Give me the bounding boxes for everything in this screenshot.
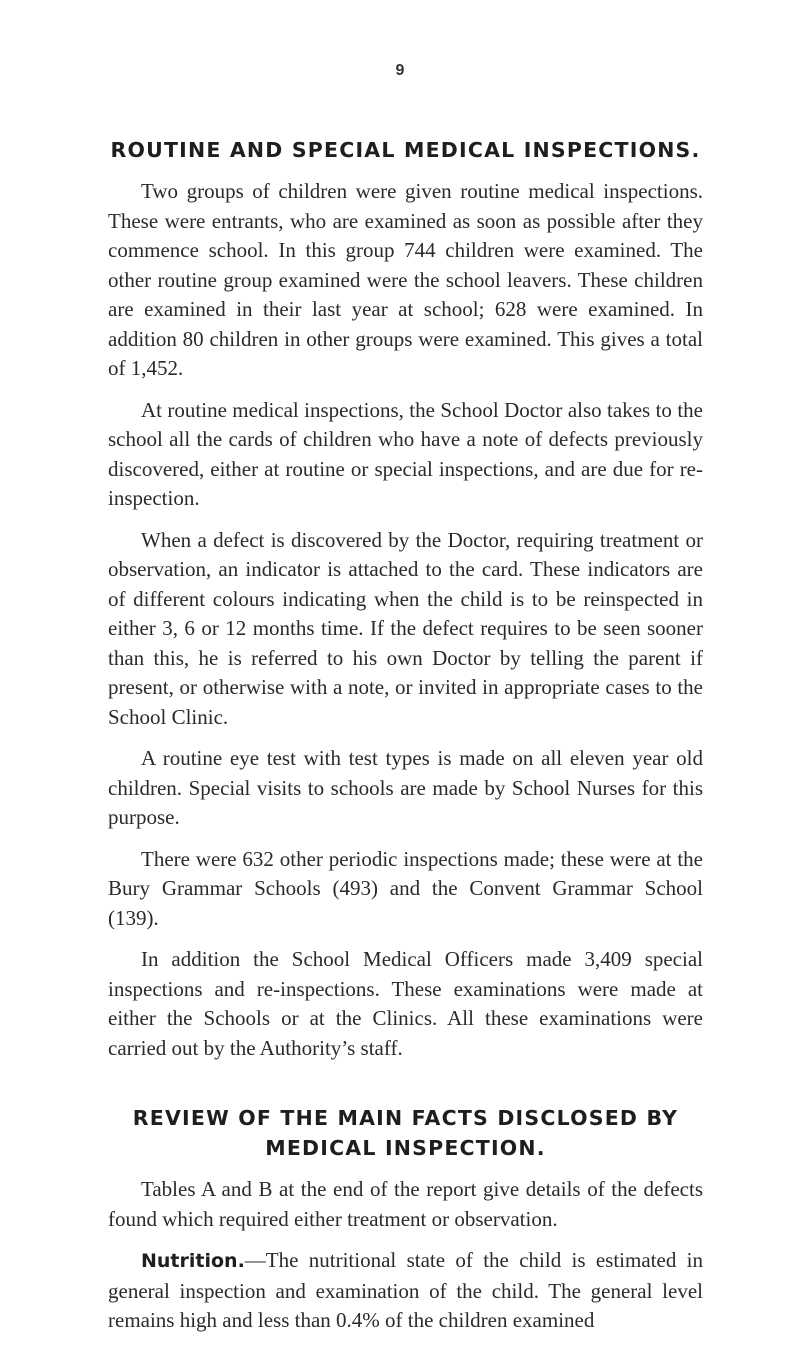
paragraph-eye-test: A routine eye test with test types is made on all eleven year old children. Special visits to schools are made by School Nurses for this purpose. bbox=[108, 746, 703, 829]
paragraph-defect-indicators: When a defect is discovered by the Doctor, requiring treatment or observation, an indicator is attached to the card. These indicators are of different colours indicating when the child is to be reinspected in either 3, 6 or 12 months time. If the defect requires to be seen sooner than this, he is referred to his own Doctor by telling the parent if present, or otherwise with a note, or invited in appropriate cases to the School Clinic. bbox=[108, 527, 703, 729]
nutrition-text: —The nutritional state of the child is estimated in general inspection and examination of the child. The general level remains high and less than 0.4% of the children examined bbox=[108, 1248, 703, 1332]
nutrition-run-in-heading: Nutrition. bbox=[141, 1250, 245, 1272]
paragraph-tables-a-b: Tables A and B at the end of the report give details of the defects found which required either treatment or observation. bbox=[108, 1177, 703, 1231]
paragraph-school-doctor-cards: At routine medical inspections, the School Doctor also takes to the school all the cards of children who have a note of defects previously discovered, either at routine or special inspections, and are due for re-inspection. bbox=[108, 397, 703, 510]
paragraph-periodic-inspections: There were 632 other periodic inspections made; these were at the Bury Grammar Schools (493) and the Convent Grammar School (139). bbox=[108, 846, 703, 930]
page-number: 9 bbox=[395, 62, 405, 79]
paragraph-nutrition bbox=[108, 1246, 703, 1336]
section-heading-review: REVIEW OF THE MAIN FACTS DISCLOSED BY MEDICAL INSPECTION. bbox=[132, 1106, 679, 1160]
section-heading-routine-inspections: ROUTINE AND SPECIAL MEDICAL INSPECTIONS. bbox=[110, 138, 701, 162]
paragraph-routine-groups: Two groups of children were given routine medical inspections. These were entrants, who are examined as soon as possible after they commence school. In this group 744 children were examined. The other routine group examined were the school leavers. These children are examined in their last year at school; 628 were examined. In addition 80 children in other groups were examined. This gives a total of 1,452. bbox=[108, 179, 703, 380]
paragraph-special-inspections: In addition the School Medical Officers made 3,409 special inspections and re-inspections. These examinations were made at either the Schools or at the Clinics. All these examinations were carried out by the Authority’s staff. bbox=[108, 947, 703, 1060]
page-content bbox=[108, 135, 703, 1336]
